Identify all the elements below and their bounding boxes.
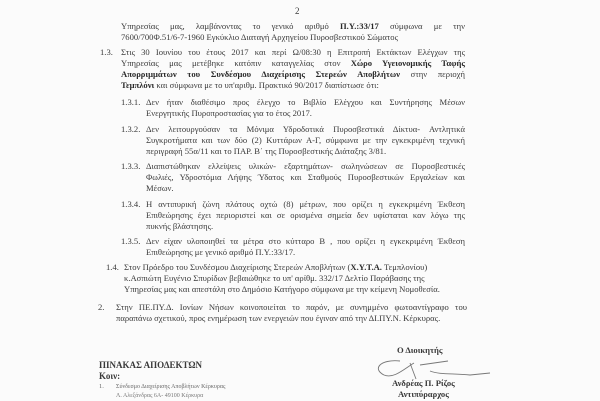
text: Τεμπλονίου) bbox=[381, 262, 428, 272]
bold-text: Τεμπλόνι bbox=[121, 80, 155, 90]
recipient-line-1: Σύνδεσμο Διαχείρισης Αποβλήτων Κέρκυρας bbox=[116, 384, 226, 390]
text: σύμφωνα με την bbox=[378, 21, 465, 31]
item-number: 1.3.1. bbox=[121, 97, 141, 107]
item-line: Μέσων. bbox=[146, 183, 174, 193]
item-line: Διαπιστώθηκαν ελλείψεις υλικών- εξαρτημάτων- σωληνώσεων σε Πυροσβεστικές bbox=[146, 161, 465, 171]
item-line: Δεν είχαν υλοποιηθεί τα μέτρα στο κύτταρο Β , που ορίζει η εγκεκριμένη Έκθεση bbox=[146, 236, 465, 246]
section-1-4-line-2: κ.Ασπιώτη Ευγένιο Σπυρίδων βεβαιώθηκε το υπ' αρίθμ. 332/17 Δελτίο Παράβασης της bbox=[124, 273, 425, 283]
item-number: 1.3.5. bbox=[121, 236, 141, 246]
item-line: πυκνής βλάστησης. bbox=[146, 221, 214, 231]
item-line: Η αντιπυρική ζώνη πλάτους οχτώ (8) μέτρων, που ορίζει η εγκεκριμένη Έκθεση bbox=[146, 199, 465, 209]
text: και σύμφωνα με το υπ'αριθμ. Πρακτικό 90/2017 διαπίστωσε ότι: bbox=[154, 80, 379, 90]
text: Υπηρεσίας μας, λαμβάνοντας το γενικό αριθμό bbox=[121, 21, 340, 31]
section-1-4-line-1 bbox=[124, 262, 427, 272]
section-number-1-3: 1.3. bbox=[100, 47, 113, 57]
section-number-1-4: 1.4. bbox=[106, 262, 119, 272]
signatory-rank: Αντιπύραρχος bbox=[398, 389, 449, 399]
section-1-3-line-4 bbox=[121, 80, 379, 90]
text: Υπηρεσίας μας μετέβηκε κατόπιν καταγγελίας στον bbox=[121, 58, 351, 68]
page-number: 2 bbox=[295, 6, 300, 16]
bold-text: Χώρο Υγειονομικής Ταφής bbox=[350, 58, 465, 68]
recipient-number: 1. bbox=[99, 383, 104, 390]
item-line: Φωλιές, Υδροστόμια Λήψης Ύδατος και Σταθμούς Πυροσβεστικών Εργαλείων και bbox=[146, 172, 465, 182]
item-number: 1.3.4. bbox=[121, 199, 141, 209]
section-1-3-line-2 bbox=[121, 58, 465, 68]
continuation-line-2: 7600/700Φ.51/6-7-1960 Εγκύκλιο Διαταγή Αρχηγείου Πυροσβεστικού Σώματος bbox=[121, 32, 398, 42]
recipients-heading: ΠΙΝΑΚΑΣ ΑΠΟΔΕΚΤΩΝ bbox=[99, 360, 203, 370]
text: Στον Πρόεδρο του Συνδέσμου Διαχείρισης Στερεών Αποβλήτων ( bbox=[124, 262, 351, 272]
continuation-line-1 bbox=[121, 21, 465, 31]
section-1-4-line-3: Υπηρεσίας μας και απεστάλη στο Δημόσιο Κατήγορο σύμφωνα με την κείμενη Νομοθεσία. bbox=[124, 284, 440, 294]
bold-text: Χ.Υ.Τ.Α. bbox=[350, 262, 382, 272]
bold-text: Απορριμμάτων του Συνδέσμου Διαχείρισης Στερεών Αποβλήτων bbox=[121, 69, 400, 79]
item-line: Δεν ήταν διαθέσιμο προς έλεγχο το Βιβλίο Ελέγχου και Συντήρησης Μέσων bbox=[146, 97, 465, 107]
item-line: περιγραφή 55α/11 και το ΠΑΡ. Β΄ της Πυροσβεστικής Διάταξης 3/81. bbox=[146, 146, 387, 156]
section-2-line-2: παραπάνω σχετικού, προς ενημέρωση των ενεργειών που έγιναν από την ΔΙ.ΠΥ.Ν. Κέρκυρας. bbox=[116, 313, 441, 323]
protocol-number: Π.Υ.:33/17 bbox=[340, 21, 379, 31]
section-number-2: 2. bbox=[98, 302, 105, 312]
recipient-line-2: Λ. Αλεξάνδρας 6Α- 49100 Κέρκυρα bbox=[116, 393, 204, 399]
section-2-line-1: Στην ΠΕ.ΠΥ.Δ. Ιονίων Νήσων κοινοποιείται το παρόν, με συνημμένο φωτοαντίγραφο του bbox=[116, 302, 467, 312]
item-number: 1.3.2. bbox=[121, 124, 141, 134]
item-line: Συγκροτήματα και των δύο (2) Κυττάρων Α-Γ, σύμφωνα με την εγκεκριμένη τεχνική bbox=[146, 135, 465, 145]
recipients-subheading: Κοιν: bbox=[99, 371, 121, 381]
item-line: Επιθεώρησης έχει περιοριστεί και σε ορισμένα σημεία δεν υφίσταται καν λόγω της bbox=[146, 210, 465, 220]
text: στην περιοχή bbox=[400, 69, 465, 79]
signatory-title: Ο Διοικητής bbox=[397, 345, 443, 355]
item-number: 1.3.3. bbox=[121, 161, 141, 171]
item-line: Δεν λειτουργούσαν τα Μόνιμα Υδροδοτικά Πυροσβεστικά Δίκτυα- Αντλητικά bbox=[146, 124, 465, 134]
item-line: Επιθεώρησης με γενικό αριθμό Π.Υ.:33/17. bbox=[146, 247, 296, 257]
signatory-name: Ανδρέας Π. Ρίζος bbox=[392, 378, 455, 388]
section-1-3-line-3 bbox=[121, 69, 465, 79]
item-line: Ενεργητικής Πυροπροστασίας για το έτος 2017. bbox=[146, 108, 312, 118]
section-1-3-line-1: Στις 30 Ιουνίου του έτους 2017 και περί Ω/08:30 η Επιτροπή Εκτάκτων Ελέγχων της bbox=[121, 47, 465, 57]
